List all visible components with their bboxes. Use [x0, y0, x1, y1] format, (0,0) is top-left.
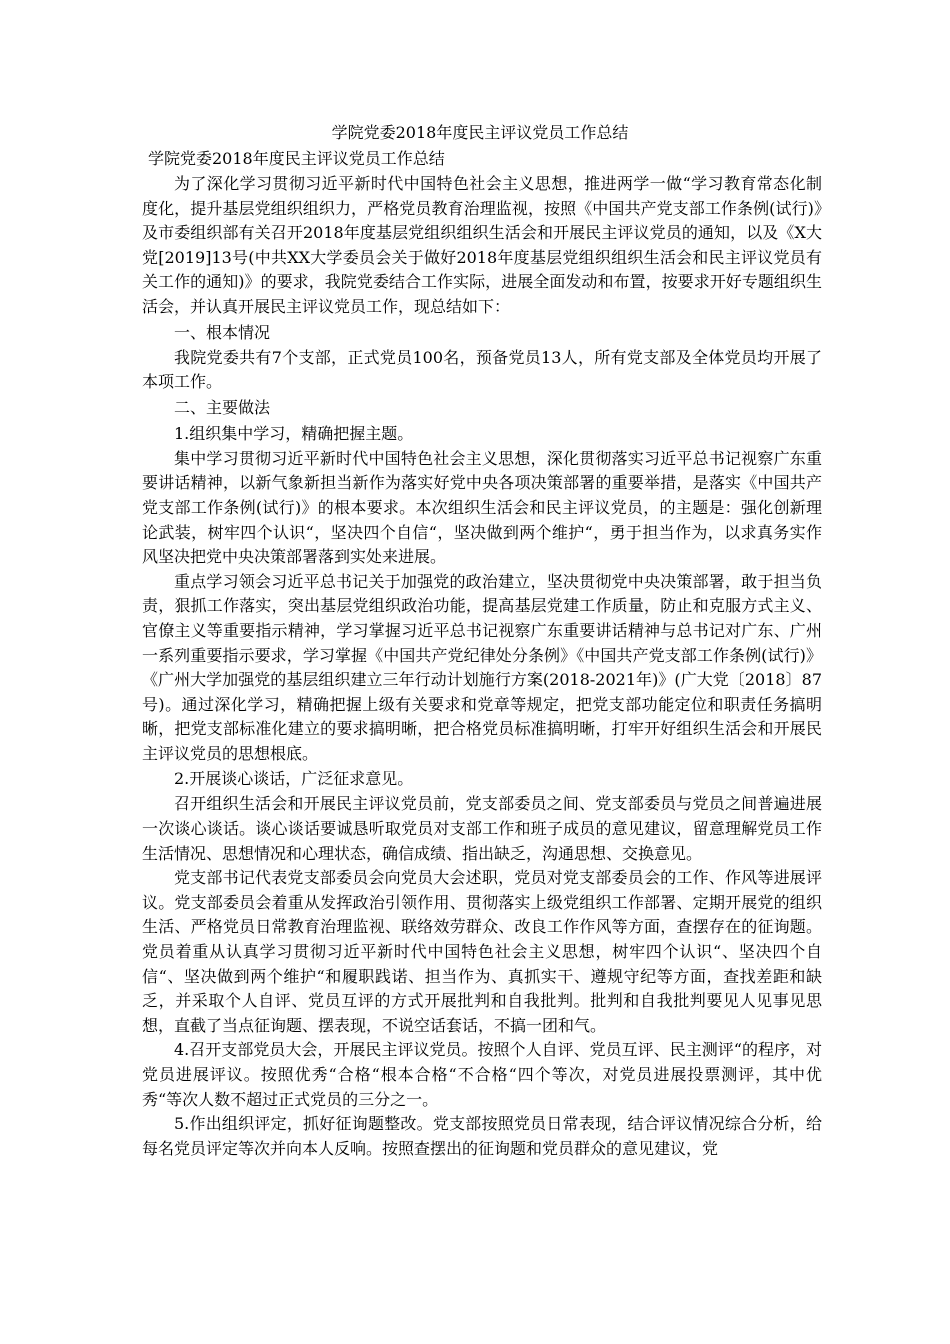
item2-heading: 2.开展谈心谈话，广泛征求意见。: [174, 769, 414, 789]
section1-heading: 一、根本情况: [174, 322, 271, 342]
intro-paragraph: 为了深化学习贯彻习近平新时代中国特色社会主义思想，推进两学一做“学习教育常态化制度化，提升基层党组织组织力，严格党员教育治理监视，按照《中国共产党支部工作条例(试行)》及市委组织部有关召开2018年度基层党组织组织生活会和开展民主评议党员的通知，以及《X大党[2019]13号(中共XX大学委员会关于做好2018年度基层党组织组织生活会和民主评议党员有关工作的通知)》的要求，我院党委结合工作实际，进展全面发动和布置，按要求开好专题组织生活会，并认真开展民主评议党员工作，现总结如下：: [142, 174, 822, 316]
item1-paragraph-1: 集中学习贯彻习近平新时代中国特色社会主义思想，深化贯彻落实习近平总书记视察广东重要讲话精神，以新气象新担当新作为落实好党中央各项决策部署的重要举措，是落实《中国共产党支部工作条例(试行)》的根本要求。本次组织生活会和民主评议党员，的主题是：强化创新理论武装，树牢四个认识“，坚决四个自信“，坚决做到两个维护“，勇于担当作为，以求真务实作风坚决把党中央决策部署落到实处来进展。: [142, 448, 822, 567]
item5-paragraph: 5.作出组织评定，抓好征询题整改。党支部按照党员日常表现，结合评议情况综合分析，给每名党员评定等次并向本人反响。按照查摆出的征询题和党员群众的意见建议，党: [142, 1114, 822, 1158]
item2-paragraph-2: 党支部书记代表党支部委员会向党员大会述职，党员对党支部委员会的工作、作风等进展评议。党支部委员会着重从发挥政治引领作用、贯彻落实上级党组织工作部署、定期开展党的组织生活、严格党员日常教育治理监视、联络效劳群众、改良工作作风等方面，查摆存在的征询题。党员着重从认真学习贯彻习近平新时代中国特色社会主义思想，树牢四个认识“、坚决四个自信“、坚决做到两个维护“和履职践诺、担当作为、真抓实干、遵规守纪等方面，查找差距和缺乏，并采取个人自评、党员互评的方式开展批判和自我批判。批判和自我批判要见人见事见思想，直截了当点征询题、摆表现，不说空话套话，不搞一团和气。: [142, 868, 822, 1035]
item1-paragraph-2: 重点学习领会习近平总书记关于加强党的政治建立，坚决贯彻党中央决策部署，敢于担当负责，狠抓工作落实，突出基层党组织政治功能，提高基层党建工作质量，防止和克服方式主义、官僚主义等重要指示精神，学习掌握习近平总书记视察广东重要讲话精神与总书记对广东、广州一系列重要指示要求，学习掌握《中国共产党纪律处分条例》《中国共产党支部工作条例(试行)》《广州大学加强党的基层组织建立三年行动计划施行方案(2018-2021年)》(广大党〔2018〕87号)。通过深化学习，精确把握上级有关要求和党章等规定，把党支部功能定位和职责任务搞明晰，把党支部标准化建立的要求搞明晰，把合格党员标准搞明晰，打牢开好组织生活会和开展民主评议党员的思想根底。: [142, 571, 822, 763]
item4-paragraph: 4.召开支部党员大会，开展民主评议党员。按照个人自评、党员互评、民主测评“的程序，对党员进展评议。按照优秀“合格“根本合格“不合格“四个等次，对党员进展投票测评，其中优秀“等次人数不超过正式党员的三分之一。: [142, 1040, 822, 1109]
item2-paragraph-1: 召开组织生活会和开展民主评议党员前，党支部委员之间、党支部委员与党员之间普遍进展一次谈心谈话。谈心谈话要诚恳听取党员对支部工作和班子成员的意见建议，留意理解党员工作生活情况、思想情况和心理状态，确信成绩、指出缺乏，沟通思想、交换意见。: [142, 794, 822, 863]
item1-heading: 1.组织集中学习，精确把握主题。: [174, 423, 414, 443]
section2-heading: 二、主要做法: [174, 397, 271, 417]
document-title: 学院党委2018年度民主评议党员工作总结: [331, 123, 629, 142]
document-subtitle: 学院党委2018年度民主评议党员工作总结: [148, 149, 445, 168]
section1-paragraph: 我院党委共有7个支部，正式党员100名，预备党员13人，所有党支部及全体党员均开展了本项工作。: [142, 347, 822, 392]
